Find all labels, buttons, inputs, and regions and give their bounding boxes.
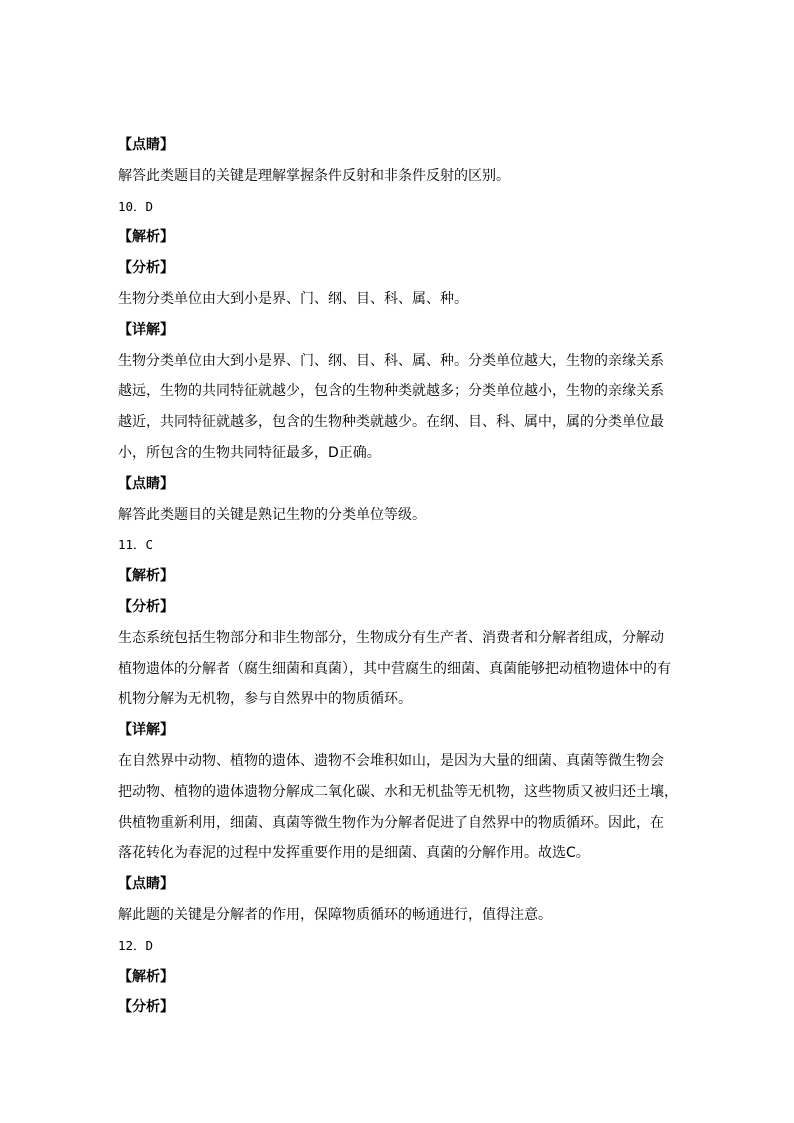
section-label-solution: 【解析】 <box>118 229 174 246</box>
section-label-analysis: 【分析】 <box>118 999 174 1016</box>
section-label-comment: 【点睛】 <box>118 137 174 153</box>
section-label-analysis: 【分析】 <box>118 598 174 615</box>
paragraph-line: 解答此类题目的关键是理解掌握条件反射和非条件反射的区别。 <box>118 167 510 184</box>
section-label-detail: 【详解】 <box>118 321 174 338</box>
paragraph-line: 越远，生物的共同特征就越少，包含的生物种类就越多；分类单位越小，生物的亲缘关系 <box>118 383 664 400</box>
paragraph-line: 生态系统包括生物部分和非生物部分，生物成分有生产者、消费者和分解者组成，分解动 <box>118 629 664 646</box>
answer-explanations <box>118 130 678 1023</box>
section-label-solution: 【解析】 <box>118 568 174 585</box>
paragraph-line: 越近，共同特征就越多，包含的生物种类就越少。在纲、目、科、属中，属的分类单位最 <box>118 414 664 431</box>
question-number-10: 10．D <box>118 198 154 214</box>
section-label-comment: 【点睛】 <box>118 475 174 492</box>
paragraph-line: 落花转化为春泥的过程中发挥重要作用的是细菌、真菌的分解作用。故选C。 <box>118 845 590 862</box>
paragraph-line: 生物分类单位由大到小是界、门、纲、目、科、属、种。 <box>118 290 468 307</box>
paragraph-line: 机物分解为无机物，参与自然界中的物质循环。 <box>118 691 412 708</box>
paragraph-line: 把动物、植物的遗体遗物分解成二氧化碳、水和无机盐等无机物，这些物质又被归还土壤， <box>118 783 678 800</box>
question-number-11: 11．C <box>118 537 154 553</box>
section-label-detail: 【详解】 <box>118 722 174 739</box>
section-label-analysis: 【分析】 <box>118 260 174 277</box>
paragraph-line: 解此题的关键是分解者的作用，保障物质循环的畅通进行，值得注意。 <box>118 906 552 923</box>
paragraph-line: 小，所包含的生物共同特征最多，D正确。 <box>118 444 381 461</box>
section-label-solution: 【解析】 <box>118 968 174 985</box>
section-label-comment: 【点睛】 <box>118 876 174 893</box>
paragraph-line: 在自然界中动物、植物的遗体、遗物不会堆积如山，是因为大量的细菌、真菌等微生物会 <box>118 752 664 769</box>
paragraph-line: 生物分类单位由大到小是界、门、纲、目、科、属、种。分类单位越大，生物的亲缘关系 <box>118 352 664 369</box>
paragraph-line: 供植物重新利用，细菌、真菌等微生物作为分解者促进了自然界中的物质循环。因此，在 <box>118 814 664 831</box>
question-number-12: 12．D <box>118 937 154 953</box>
paragraph-line: 植物遗体的分解者（腐生细菌和真菌），其中营腐生的细菌、真菌能够把动植物遗体中的有 <box>118 660 671 677</box>
paragraph-line: 解答此类题目的关键是熟记生物的分类单位等级。 <box>118 506 426 523</box>
